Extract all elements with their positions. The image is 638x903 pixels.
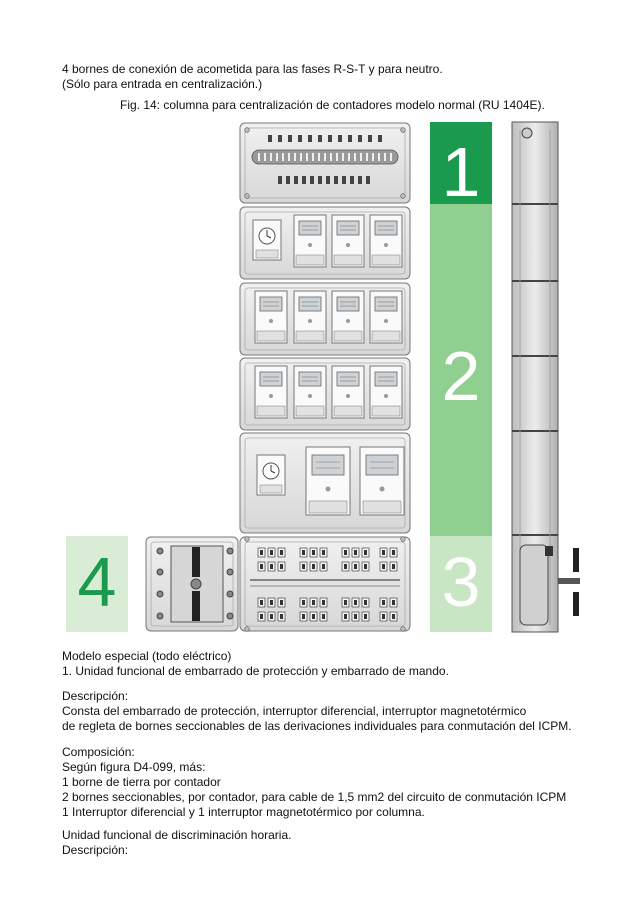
description-paragraph — [62, 689, 572, 734]
unit-2-line: Unidad funcional de discriminación horaria. — [62, 828, 292, 842]
model-line: Modelo especial (todo eléctrico) — [62, 649, 232, 663]
composition-paragraph — [62, 745, 566, 820]
composition-line-3: 2 bornes seccionables, por contador, para cable de 1,5 mm2 del circuito de conmutación ICPM — [62, 790, 567, 804]
description-line-1: Consta del embarrado de protección, interruptor diferencial, interruptor magnetotérmico — [62, 704, 527, 718]
body-paragraph-4 — [62, 828, 291, 858]
module-4-entry-unit — [146, 537, 238, 631]
label-3: 3 — [441, 543, 481, 621]
intro-line-1: 4 bornes de conexión de acometida para las fases R-S-T y para neutro. — [62, 62, 443, 76]
module-1-busbar — [240, 123, 410, 203]
unit-1-line: 1. Unidad funcional de embarrado de protección y embarrado de mando. — [62, 664, 449, 678]
description-label-2: Descripción: — [62, 843, 129, 857]
label-4: 4 — [77, 543, 117, 621]
description-line-2: de regleta de bornes seccionables de las derivaciones individuales para conmutación del ICPM. — [62, 719, 572, 733]
composition-label: Composición: — [62, 745, 135, 759]
label-1: 1 — [441, 133, 481, 211]
intro-line-2: (Sólo para entrada en centralización.) — [62, 77, 263, 91]
figure-caption: Fig. 14: columna para centralización de contadores modelo normal (RU 1404E). — [120, 98, 545, 112]
module-2b-meters — [240, 283, 410, 355]
composition-line-2: 1 borne de tierra por contador — [62, 775, 221, 789]
body-paragraph-1 — [62, 649, 449, 679]
module-2c-meters — [240, 358, 410, 430]
module-3-terminal-block — [240, 537, 410, 632]
label-2: 2 — [441, 337, 481, 415]
column-side-view — [512, 122, 580, 632]
module-2d-large-meters — [240, 433, 410, 533]
composition-line-1: Según figura D4-099, más: — [62, 760, 206, 774]
module-2a-meters — [240, 207, 410, 279]
composition-line-4: 1 Interruptor diferencial y 1 interruptor magnetotérmico por columna. — [62, 805, 425, 819]
description-label: Descripción: — [62, 689, 129, 703]
